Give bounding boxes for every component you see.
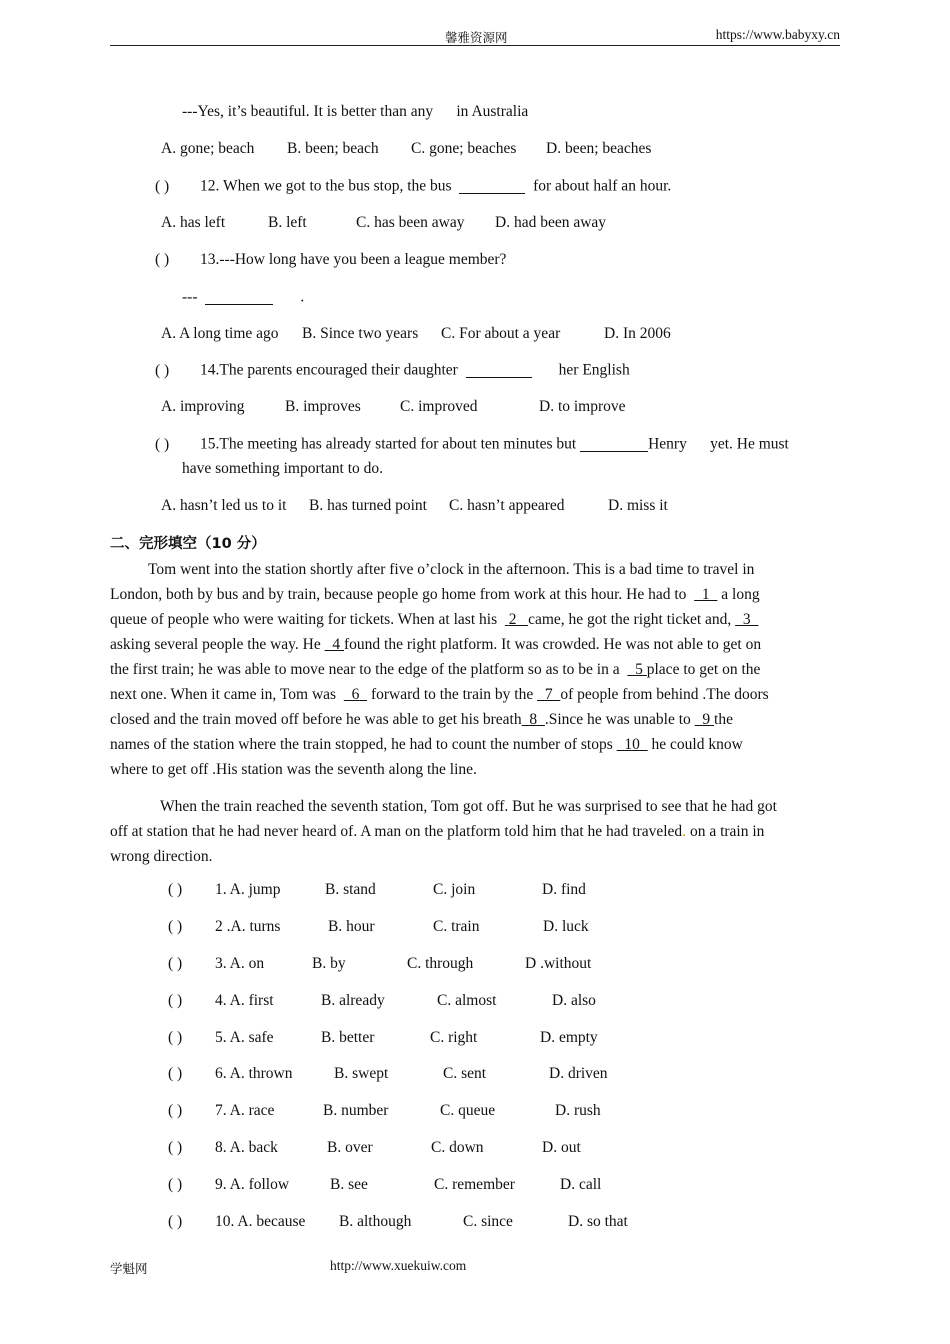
q14-option-d: D. to improve [539, 398, 626, 415]
cloze-9-option-b: B. see [330, 1176, 368, 1193]
cloze-7-option-c: C. queue [440, 1102, 496, 1119]
q12-stem: ( ) 12. When we got to the bus stop, the bus for about half an hour. [155, 177, 672, 195]
cloze-10-option-a: 10. A. because [215, 1213, 306, 1230]
q13-option-c: C. For about a year [441, 325, 561, 342]
cloze-9-option-c: C. remember [434, 1176, 515, 1193]
q11-option-c: C. gone; beaches [411, 140, 517, 157]
cloze-row-7 [168, 1102, 182, 1120]
cloze-row-4 [168, 992, 182, 1010]
cloze-6-option-c: C. sent [443, 1065, 487, 1082]
cloze-blank-6: 6 [351, 686, 360, 703]
footer-site-name: 学魁网 [110, 1261, 148, 1276]
cloze-3-option-b: B. by [312, 955, 346, 972]
cloze-answer-paren-2[interactable]: ( ) [168, 918, 183, 935]
q15-stem: ( ) 15.The meeting has already started for about ten minutes but Henry yet. He must [155, 435, 789, 453]
cloze-1-option-c: C. join [433, 881, 476, 898]
cloze-1-option-b: B. stand [325, 881, 376, 898]
q12-option-b: B. left [268, 214, 307, 231]
cloze-4-option-c: C. almost [437, 992, 497, 1009]
cloze-10-option-b: B. although [339, 1213, 412, 1230]
cloze-6-option-b: B. swept [334, 1065, 389, 1082]
q11-option-d: D. been; beaches [546, 140, 652, 157]
cloze-4-option-a: 4. A. first [215, 992, 274, 1009]
cloze-blank-1: 1 [701, 586, 710, 603]
cloze-8-option-a: 8. A. back [215, 1139, 278, 1156]
cloze-blank-8: 8 [529, 711, 538, 728]
cloze-passage-paragraph-2: When the train reached the seventh station, Tom got off. But he was surprised to see that he had got off at station that he had never heard of. A man on the platform told him that he had traveled. on a train in wrong direction. [110, 798, 777, 865]
cloze-blank-3: 3 [742, 611, 751, 628]
q14-option-b: B. improves [285, 398, 361, 415]
cloze-blank-9: 9 [702, 711, 711, 728]
cloze-2-option-b: B. hour [328, 918, 375, 935]
cloze-3-option-c: C. through [407, 955, 474, 972]
header-site-name: 馨雅资源网 [445, 30, 508, 45]
cloze-5-option-d: D. empty [540, 1029, 598, 1046]
cloze-10-option-c: C. since [463, 1213, 513, 1230]
q14-option-a: A. improving [161, 398, 245, 415]
q12-option-c: C. has been away [356, 214, 465, 231]
edit-mark-dot: . [682, 823, 687, 840]
cloze-10-option-d: D. so that [568, 1213, 628, 1230]
cloze-9-option-d: D. call [560, 1176, 602, 1193]
cloze-row-5 [168, 1029, 182, 1047]
q13-option-a: A. A long time ago [161, 325, 279, 342]
cloze-3-option-a: 3. A. on [215, 955, 265, 972]
q14-blank [466, 361, 532, 378]
cloze-answer-paren-1[interactable]: ( ) [168, 881, 183, 898]
q15-option-d: D. miss it [608, 497, 668, 514]
cloze-3-option-d: D .without [525, 955, 592, 972]
cloze-2-option-c: C. train [433, 918, 480, 935]
cloze-2-option-a: 2 .A. turns [215, 918, 281, 935]
q13-stem: ( ) 13.---How long have you been a league member? [155, 251, 507, 268]
cloze-6-option-a: 6. A. thrown [215, 1065, 293, 1082]
cloze-blank-2: 2 [508, 611, 517, 628]
cloze-6-option-d: D. driven [549, 1065, 608, 1082]
cloze-5-option-c: C. right [430, 1029, 478, 1046]
cloze-row-6 [168, 1065, 182, 1083]
q11-option-b: B. been; beach [287, 140, 379, 157]
cloze-answer-paren-3[interactable]: ( ) [168, 955, 183, 972]
q14-option-c: C. improved [400, 398, 478, 415]
cloze-8-option-d: D. out [542, 1139, 581, 1156]
cloze-row-3 [168, 955, 182, 973]
cloze-answer-paren-4[interactable]: ( ) [168, 992, 183, 1009]
cloze-row-2 [168, 918, 182, 936]
q15-option-b: B. has turned point [309, 497, 427, 514]
cloze-answer-paren-9[interactable]: ( ) [168, 1176, 183, 1193]
cloze-answer-paren-7[interactable]: ( ) [168, 1102, 183, 1119]
cloze-7-option-a: 7. A. race [215, 1102, 275, 1119]
q15-stem-line2: have something important to do. [182, 460, 384, 477]
q11-answer-line: ---Yes, it’s beautiful. It is better than any in Australia [182, 103, 529, 120]
section-title: 二、完形填空（10 分） [110, 536, 266, 552]
cloze-8-option-c: C. down [431, 1139, 484, 1156]
cloze-2-option-d: D. luck [543, 918, 589, 935]
cloze-row-9 [168, 1176, 182, 1194]
q15-option-a: A. hasn’t led us to it [161, 497, 287, 514]
cloze-passage-paragraph-1: Tom went into the station shortly after five o’clock in the afternoon. This is a bad time to travel in London, both by bus and by train, because people go home from work at this hour. He had to 1 a long queue of people who were waiting for tickets. When at last his 2 came, he got the right ticket and, 3 asking several people the way. He 4 found the right platform. It was crowded. He was not able to get on the first train; he was able to move near to the edge of the platform so as to be in a 5 place to get on the next one. When it came in, Tom was 6 forward to the train by the 7 of people from behind .The doors closed and the train moved off before he was able to get his breath 8 .Since he was unable to 9 the names of the station where the train stopped, he had to count the number of stops 10 he could know where to get off .His station was the seventh along the line. [110, 561, 769, 778]
cloze-blank-7: 7 [544, 686, 553, 703]
cloze-row-10 [168, 1213, 182, 1231]
q12-option-d: D. had been away [495, 214, 607, 231]
cloze-blank-10: 10 [624, 736, 640, 753]
cloze-5-option-a: 5. A. safe [215, 1029, 274, 1046]
cloze-blank-4: 4 [332, 636, 341, 653]
cloze-7-option-b: B. number [323, 1102, 389, 1119]
cloze-8-option-b: B. over [327, 1139, 373, 1156]
q13-option-d: D. In 2006 [604, 325, 671, 342]
cloze-5-option-b: B. better [321, 1029, 375, 1046]
cloze-1-option-d: D. find [542, 881, 586, 898]
q14-stem: ( ) 14.The parents encouraged their daughter her English [155, 361, 630, 379]
q15-answer-paren[interactable]: ( ) [155, 435, 170, 453]
cloze-7-option-d: D. rush [555, 1102, 601, 1119]
q15-option-c: C. hasn’t appeared [449, 497, 565, 514]
footer-url[interactable]: http://www.xuekuiw.com [330, 1258, 467, 1273]
q12-blank [459, 177, 525, 194]
header-url[interactable]: https://www.babyxy.cn [715, 27, 840, 42]
q13-reply: --- . [182, 288, 305, 306]
header-divider [110, 45, 840, 46]
cloze-row-1 [168, 881, 182, 899]
q11-option-a: A. gone; beach [161, 140, 255, 157]
cloze-blank-5: 5 [635, 661, 643, 678]
cloze-4-option-d: D. also [552, 992, 596, 1009]
cloze-answer-paren-6[interactable]: ( ) [168, 1065, 183, 1082]
cloze-9-option-a: 9. A. follow [215, 1176, 290, 1193]
q13-blank [205, 288, 273, 305]
cloze-answer-paren-10[interactable]: ( ) [168, 1213, 183, 1230]
q13-option-b: B. Since two years [302, 325, 419, 342]
q12-answer-paren[interactable]: ( ) [155, 177, 170, 195]
cloze-answer-paren-5[interactable]: ( ) [168, 1029, 183, 1046]
cloze-4-option-b: B. already [321, 992, 385, 1009]
q12-option-a: A. has left [161, 214, 226, 231]
q13-answer-paren[interactable]: ( ) [155, 251, 170, 268]
cloze-row-8 [168, 1139, 182, 1157]
cloze-answer-paren-8[interactable]: ( ) [168, 1139, 183, 1156]
q15-blank [580, 435, 648, 452]
q14-answer-paren[interactable]: ( ) [155, 361, 170, 379]
cloze-1-option-a: 1. A. jump [215, 881, 281, 898]
